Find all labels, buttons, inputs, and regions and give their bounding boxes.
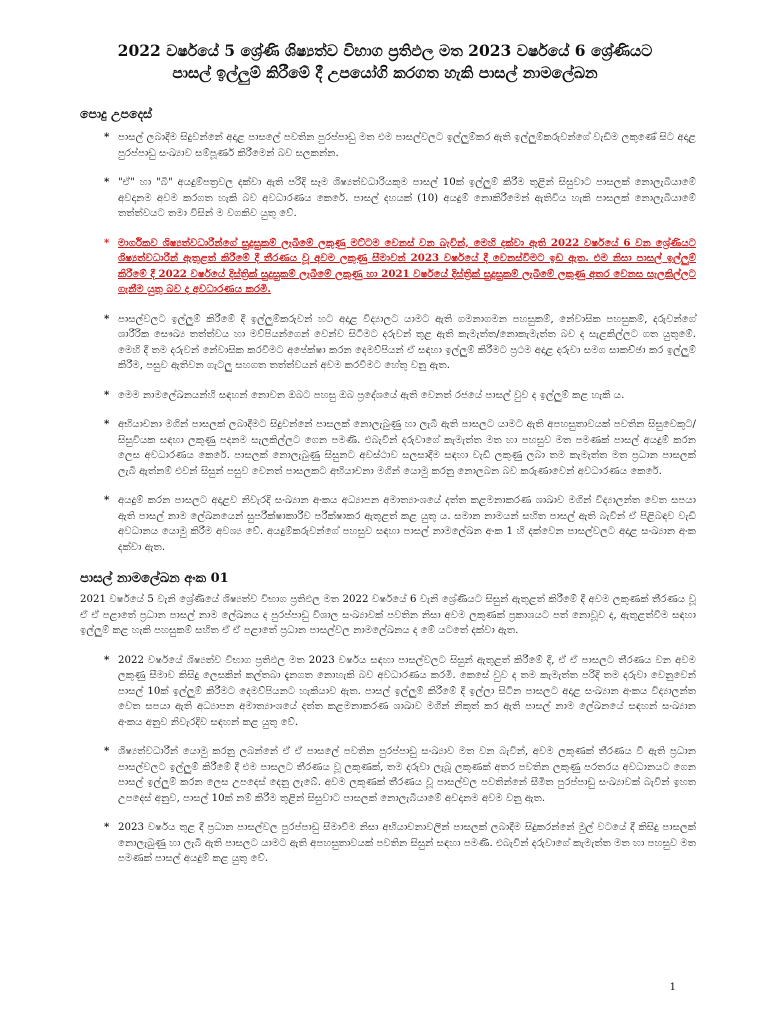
title-line-1: 2022 වර්ෂයේ 5 ශ්‍රේණි ශිෂ්‍යත්ව විභාග ප්‍රතිඵල මත 2023 වර්ෂයේ 6 ශ්‍රේණියට (117, 41, 653, 60)
school-list-intro: 2021 වර්ෂයේ 5 වැනි ශ්‍රේණියේ ශිෂ්‍යත්ව විභාග ප්‍රතිඵල මත 2022 වර්ෂයේ 6 වැනි ශ්‍රේණියට සිසුන් ඇතුළත් කිරීමේ දී අවම ලකුණක් තීරණය වූ ඒ ඒ පළාතේ ප්‍රධාන පාසල් නාම ලේඛනය ද පුරප්පාඩු විශාල සංඛ්‍යාවක් පවතින නිසා අවම ලකුණක් ප්‍රකාශයට පත් නොවූව ද, ඇතුළත්වීම සඳහා ඉල්ලුම් කළ හැකි පහසුකම් සහිත ඒ ඒ පළාතේ ප්‍රධාන පාසල්වල නාමලේඛනය ද මේ යටතේ දක්වා ඇත. (80, 594, 696, 636)
list-item-text: 2022 වර්ෂයේ ශිෂ්‍යත්ව විභාග ප්‍රතිඵල මත 2023 වර්ෂය සඳහා පාසල්වලට සිසුන් ඇතුළත් කිරීමේ දී, ඒ ඒ පාසලට තීරණය වන අවම ලකුණු සීමාව කිසිදු ලෙසකින් කල්තබා දැනගත නොහැකි බව අවධාරණය කරමි. කෙසේ වුව ද තම කැමැත්ත පරිදි තම දරුවා වෙනුවෙන් පාසල් 10ක් ඉල්ලුම් කිරීමට දෙමව්පියනට හැකියාව ඇත. පාසල් ඉල්ලුම් කිරීමේ දී ඉල්ලා සිටින පාසලට අදාළ සංඛ්‍යාන අංකය විද්‍යාලන්ත වෙත සපයා ඇති අධ්‍යාපන අමාත්‍යාංශයේ දත්ත කළමනාකරණ ශාඛාව මගින් නිකුත් කර ඇති පාසල් නාම ලේඛනයේ සඳහන් සංඛ්‍යාන අංකය අනුව නිවැරදිව සඳහන් කළ යුතු වේ. (118, 654, 696, 728)
school-list-heading: පාසල් නාමලේඛන අංක 01 (80, 571, 229, 586)
list-item (74, 744, 696, 806)
bullet-star: * (104, 388, 110, 401)
list-item-text: ශිෂ්‍යත්වධාරීන් යොමු කරනු ලබන්නේ ඒ ඒ පාසලේ පවතින පුරප්පාඩු සංඛ්‍යාව මත වන බැවින්, අවම ලකුණක් තීරණය වී ඇති ප්‍රධාන පාසල්වලට ඉල්ලුම් කිරීමේ දී එම පාසලට තීරණය වූ ලකුණක්, තම දරුවා ලැබූ ලකුණක් අතර පවතින ලකුණු පරතරය අවධානයට ගෙන පාසල් ඉල්ලුම් කරන ලෙස උපදෙස් දෙනු ලැබේ. අවම ලකුණක් තීරණය වූ පාසල්වල පවතින්නේ සීමිත පුරප්පාඩු සංඛ්‍යාවක් බැවින් ඉහත උපදෙස් අනුව, පාසල් 10ක් නම් කිරීම තුළින් සිසුවාට පාසලක් නොලැබීයාමේ අවදානම අවම වනු ඇත. (118, 746, 696, 804)
instruction-item (74, 417, 696, 479)
bullet-star: * (104, 418, 110, 430)
instruction-text: පාසල්වලට ඉල්ලුම් කිරීමේ දී ඉල්ලුම්කරුවන් හට අදාළ විද්‍යාලට යාමට ඇති ගමනාගමන පහසුකම්, නේවාසික පහසුකම්, දරුවන්ගේ ශාරීරික සෞඛ්‍ය තත්ත්වය හා මව්පියන්ගෙන් වෙන්ව සිටීමට දරුවන් තුළ ඇති කැමැත්ත/නොකැමැත්ත බව ද සැළකිල්ලට ගත යුතුමේ. මෙහි දී තම දරුවන් නේවාසික කරවීමට අපේක්ෂා කරන දෙමව්පියන් ඒ සඳහා ඉල්ලුම් කිරීමට ප්‍රථම අදාළ දරුවා සමග සාකච්ඡා කර ඉල්ලුම් කිරීම, පසුව ඇතිවන ගැටලු සහගත තත්ත්වයන් අවම කරවීමට හේතු වනු ඇත. (118, 313, 696, 371)
list-item (74, 653, 696, 731)
instruction-text: අයදුම් කරන පාසලට අදාළව නිවැරදි සංඛ්‍යාන අංකය අධ්‍යාපන අමාත්‍යාංශයේ දත්ත කළමනාකරණ ශාඛාව මගින් විද්‍යාලන්ත වෙත සපයා ඇති පාසල් නාම ලේඛනයෙන් සුපරීක්ෂාකාරීව පරීක්ෂාකර ඇතුළත් කළ යුතු ය. සමාන නාමයන් සහිත පාසල් ඇති බැවින් ඒ පිළිබඳව වැඩි අවධානය යොමු කිරීම අවශ්‍ය වේ. අයදුම්කරුවන්ගේ පහසුව සඳහා පාසල් නාමලේඛන අංක 1 හි දක්වෙන පාසල්වලට අදාළ සංඛ්‍යාන අංක දක්වා ඇත. (118, 495, 696, 553)
general-instructions-heading: පොදු උපදෙස් (80, 106, 153, 121)
instruction-text: මෙම නාමලේඛනයන්හි සඳහන් නොවන ඔබට පහසු ඔබ ප්‍රදේශයේ ඇති වෙනත් රජයේ පාසල් වුව ද ඉල්ලුම් කළ හැකි ය. (118, 389, 625, 401)
document-title (74, 40, 696, 84)
bullet-star: * (104, 176, 110, 188)
instruction-text: පාසල් ලබාදීම සිදුවන්නේ අදාළ පාසලේ පවතින පුරප්පාඩු මත එම පාසල්වලට ඉල්ලුම්කර ඇති ඉල්ලුම්කරුවන්ගේ වැඩිම ලකුණේ සිට අදාළ පුරප්පාඩු සංඛ්‍යාව සම්පූර්ණ කිරීමෙන් බව සලකන්න. (118, 132, 696, 159)
instruction-item (74, 388, 696, 404)
list-item-text: 2023 වර්ෂය තුළ දී ප්‍රධාන පාසල්වල පුරප්පාඩු සීමාවීම නිසා අභියාචනාවලින් පාසලක් ලබාදීම සිදුකරන්නේ මුල් වටයේ දී කිසිදු පාසලක් නොලැබුණු හා ලැබී ඇති පාසලට යාමට ඇති අපහසුතාවයක් පවතින සිසුන් සඳහා පමණි. එබැවින් දරුවාගේ කැමැත්ත මත හා පහසුව මත පමණක් පාසල් අයදුම් කළ යුතු වේ. (118, 822, 696, 864)
warning-instruction-item (74, 236, 696, 298)
instruction-text: අභියාචනා මගින් පාසලක් ලබාදීමට සිදුවන්නේ පාසලක් නොලැබුණු හා ලැබී ඇති පාසලට යාමට ඇති අපහසුතාවයක් පවතින සිසුවෙකුට/සිසුවියක සඳහා ලකුණු පදනම සැලකිල්ලට ගෙන පමණි. එබැවින් දරුවාගේ කැමැත්ත මත හා පහසුව මත පමණක් පාසල් අයදුම් කරන ලෙස අවධාරණය කෙරේ. පාසලක් නොලැබුණු සිසුනට අවස්ථාව සලසාදීම සඳහා වැඩි ලකුණු ලබා තම කැමැත්ත මත ප්‍රධාන පාසලක් ලැබී ඇත්නම් එවන් සිසුන් පසුව වෙනත් පාසලකට අභියාචනා මගින් යොමු කරනු නොලබන බව කරුණාවෙන් අවධාරණය කෙරේ. (118, 419, 696, 477)
title-line-2: පාසල් ඉල්ලුම් කිරීමේ දී උපයෝගි කරගත හැකි පාසල් නාමලේඛන (172, 63, 598, 82)
warning-text: මාර්ගිකව ශිෂ්‍යත්වධාරීන්ගේ සුදුසුකම් ලැබීමේ ලකුණු මට්ටම වෙනස් වන බැවින්, මෙහි දක්වා ඇති 2022 වර්ෂයේ 6 වන ශ්‍රේණියට ශිෂ්‍යත්වධාරීන් ඇතුළත් කිරීමේ දී තීරණය වූ අවම ලකුණු සීමාවන් 2023 වර්ෂයේ දී වෙනස්වීමට ඉඩ ඇත. එම නිසා පාසල් ඉල්ලුම් කිරීමේ දී 2022 වර්ෂයේ දිස්ත්‍රික් සුදුසුකම් ලැබීමේ ලකුණු හා 2021 වර්ෂයේ දිස්ත්‍රික් සුදුසුකම් ලැබීමේ ලකුණු අතර වෙනස සැලකිල්ලට ගැනීම යුතු බව ද අවධාරණය කරමි. (118, 236, 696, 295)
bullet-star: * (104, 745, 110, 757)
bullet-star: * (104, 494, 110, 506)
bullet-star: * (104, 821, 110, 833)
instruction-item (74, 130, 696, 161)
list-item (74, 820, 696, 867)
bullet-star: * (104, 236, 110, 249)
instruction-item (74, 175, 696, 222)
bullet-star: * (104, 131, 110, 143)
page-number: 1 (669, 982, 676, 993)
bullet-star: * (104, 312, 110, 325)
bullet-star: * (104, 653, 110, 666)
instruction-item (74, 493, 696, 555)
instruction-item (74, 312, 696, 374)
instruction-text: "ඒ" හා "බී" අයදුම්පත්‍රවල දක්වා ඇති පරිදි සෑම ශිෂ්‍යත්වධාරියකුම පාසල් 10ක් ඉල්ලුම් කිරීම තුළින් සිසුවාට පාසලක් නොලැබීයාමේ අවදානම අවම කරගත හැකි බව අවධාරණය කෙරේ. පාසල් දහයක් (10) අයදුම් නොකිරීමෙන් ඇතිවිය හැකි පාසලක් නොලැබීයාමේ තත්ත්වයට තමා විසින් ම වගකිව යුතු වේ. (118, 177, 696, 219)
